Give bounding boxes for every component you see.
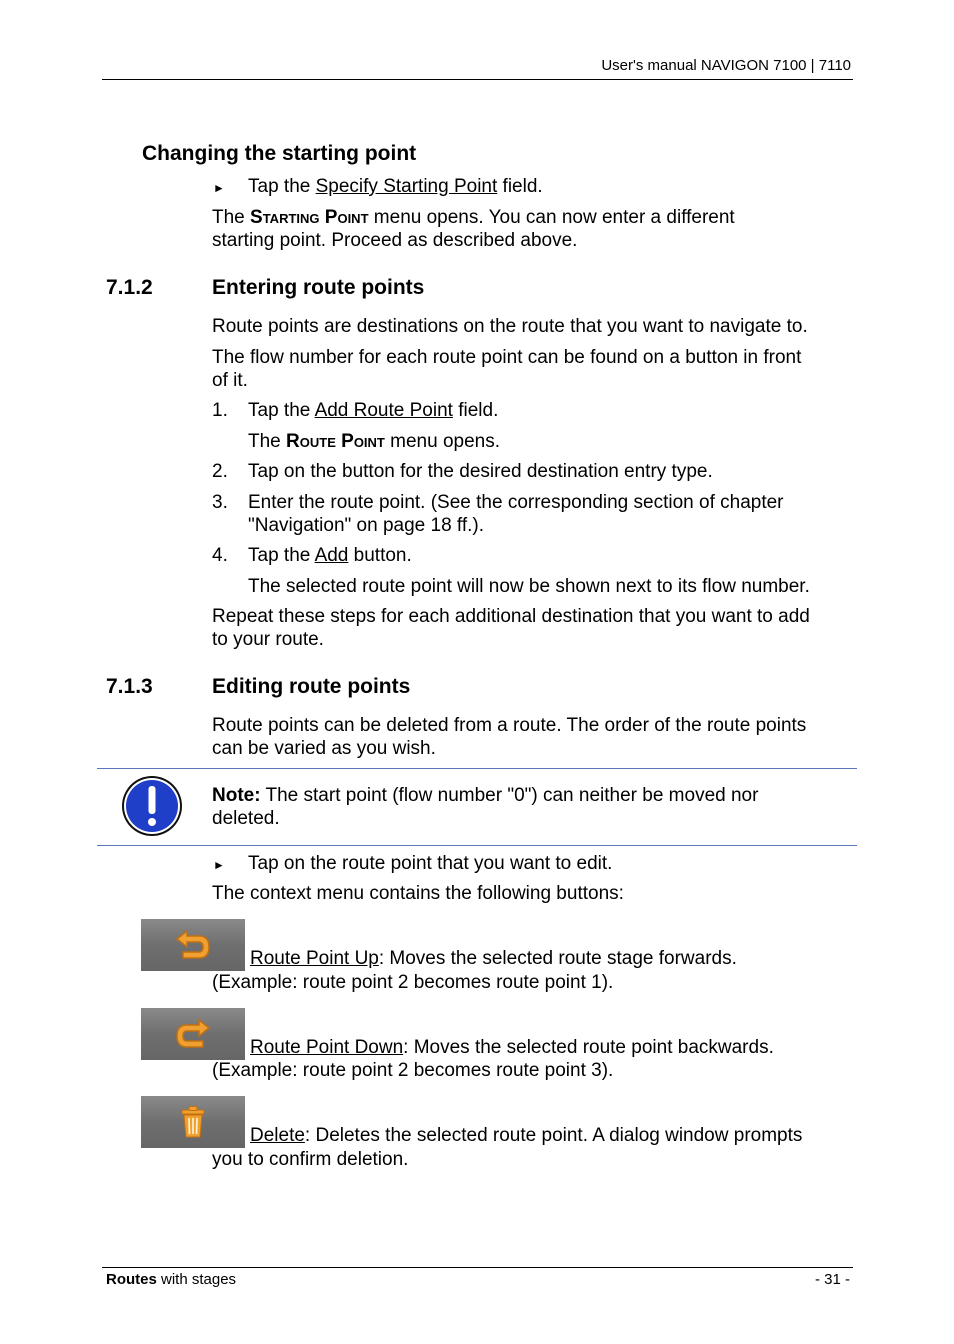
running-header: User's manual NAVIGON 7100 | 7110	[601, 57, 851, 74]
step-number-2: 2.	[212, 461, 228, 482]
add-link: Add	[314, 545, 349, 566]
step-number-3: 3.	[212, 492, 228, 513]
trash-icon	[178, 1105, 208, 1139]
step-specify-start: Tap the Specify Starting Point field.	[248, 176, 543, 197]
arrow-down-return-icon	[173, 1016, 213, 1052]
footer-page-number: - 31 -	[814, 1271, 850, 1288]
step-number-4: 4.	[212, 545, 228, 566]
delete-label: Delete	[250, 1125, 305, 1146]
note-bottom-rule	[97, 845, 857, 846]
step-4-text: Tap the Add button.	[248, 545, 412, 566]
step-tap-route-point: Tap on the route point that you want to edit.	[248, 853, 613, 874]
route-point-up-button-image	[141, 919, 245, 971]
route-point-down-button-image	[141, 1008, 245, 1060]
paragraph-context-menu: The context menu contains the following buttons:	[212, 883, 624, 904]
step-number-1: 1.	[212, 400, 228, 421]
delete-desc: Delete: Deletes the selected route point. A dialog window prompts	[250, 1125, 803, 1146]
step-4-result: The selected route point will now be shown next to its flow number.	[248, 576, 810, 597]
subheading-changing-start: Changing the starting point	[142, 142, 417, 165]
section-title-713: Editing route points	[212, 675, 411, 698]
footer-rule	[102, 1267, 853, 1268]
delete-example: you to confirm deletion.	[212, 1149, 409, 1170]
route-point-down-example: (Example: route point 2 becomes route point 3).	[212, 1060, 614, 1081]
note-top-rule	[97, 768, 857, 769]
section-number-712: 7.1.2	[106, 276, 153, 299]
add-route-point-link: Add Route Point	[314, 400, 453, 421]
step-2-text: Tap on the button for the desired destination entry type.	[248, 461, 713, 482]
paragraph-starting-point-menu: The Starting Point menu opens. You can now enter a different starting point. Proceed as described above.	[212, 207, 735, 251]
paragraph-route-points: Route points are destinations on the route that you want to navigate to.	[212, 316, 808, 337]
paragraph-delete-order: Route points can be deleted from a route. The order of the route points can be varied as you wish.	[212, 715, 807, 759]
step-1-text: Tap the Add Route Point field.	[248, 400, 499, 421]
header-rule	[102, 79, 853, 80]
note-text: Note: The start point (flow number "0") can neither be moved nor deleted.	[212, 785, 759, 829]
arrow-up-return-icon	[173, 927, 213, 963]
bullet-triangle-icon: ►	[213, 181, 225, 195]
footer-section: Routes with stages	[106, 1271, 237, 1288]
paragraph-repeat-steps: Repeat these steps for each additional destination that you want to add to your route.	[212, 606, 810, 650]
paragraph-flow-number: The flow number for each route point can be found on a button in front of it.	[212, 347, 802, 391]
route-point-up-desc: Route Point Up: Moves the selected route stage forwards.	[250, 948, 737, 969]
route-point-down-desc: Route Point Down: Moves the selected route point backwards.	[250, 1037, 774, 1058]
section-title-712: Entering route points	[212, 276, 425, 299]
exclamation-icon	[120, 774, 184, 838]
step-1-result: The Route Point menu opens.	[248, 431, 501, 452]
route-point-up-example: (Example: route point 2 becomes route point 1).	[212, 972, 614, 993]
section-number-713: 7.1.3	[106, 675, 153, 698]
route-point-up-label: Route Point Up	[250, 948, 379, 969]
step-3-text: Enter the route point. (See the corresponding section of chapter "Navigation" on page 18 ff.).	[248, 492, 784, 536]
delete-button-image	[141, 1096, 245, 1148]
route-point-down-label: Route Point Down	[250, 1037, 404, 1058]
specify-starting-point-link: Specify Starting Point	[315, 176, 498, 197]
bullet-triangle-icon: ►	[213, 858, 225, 872]
